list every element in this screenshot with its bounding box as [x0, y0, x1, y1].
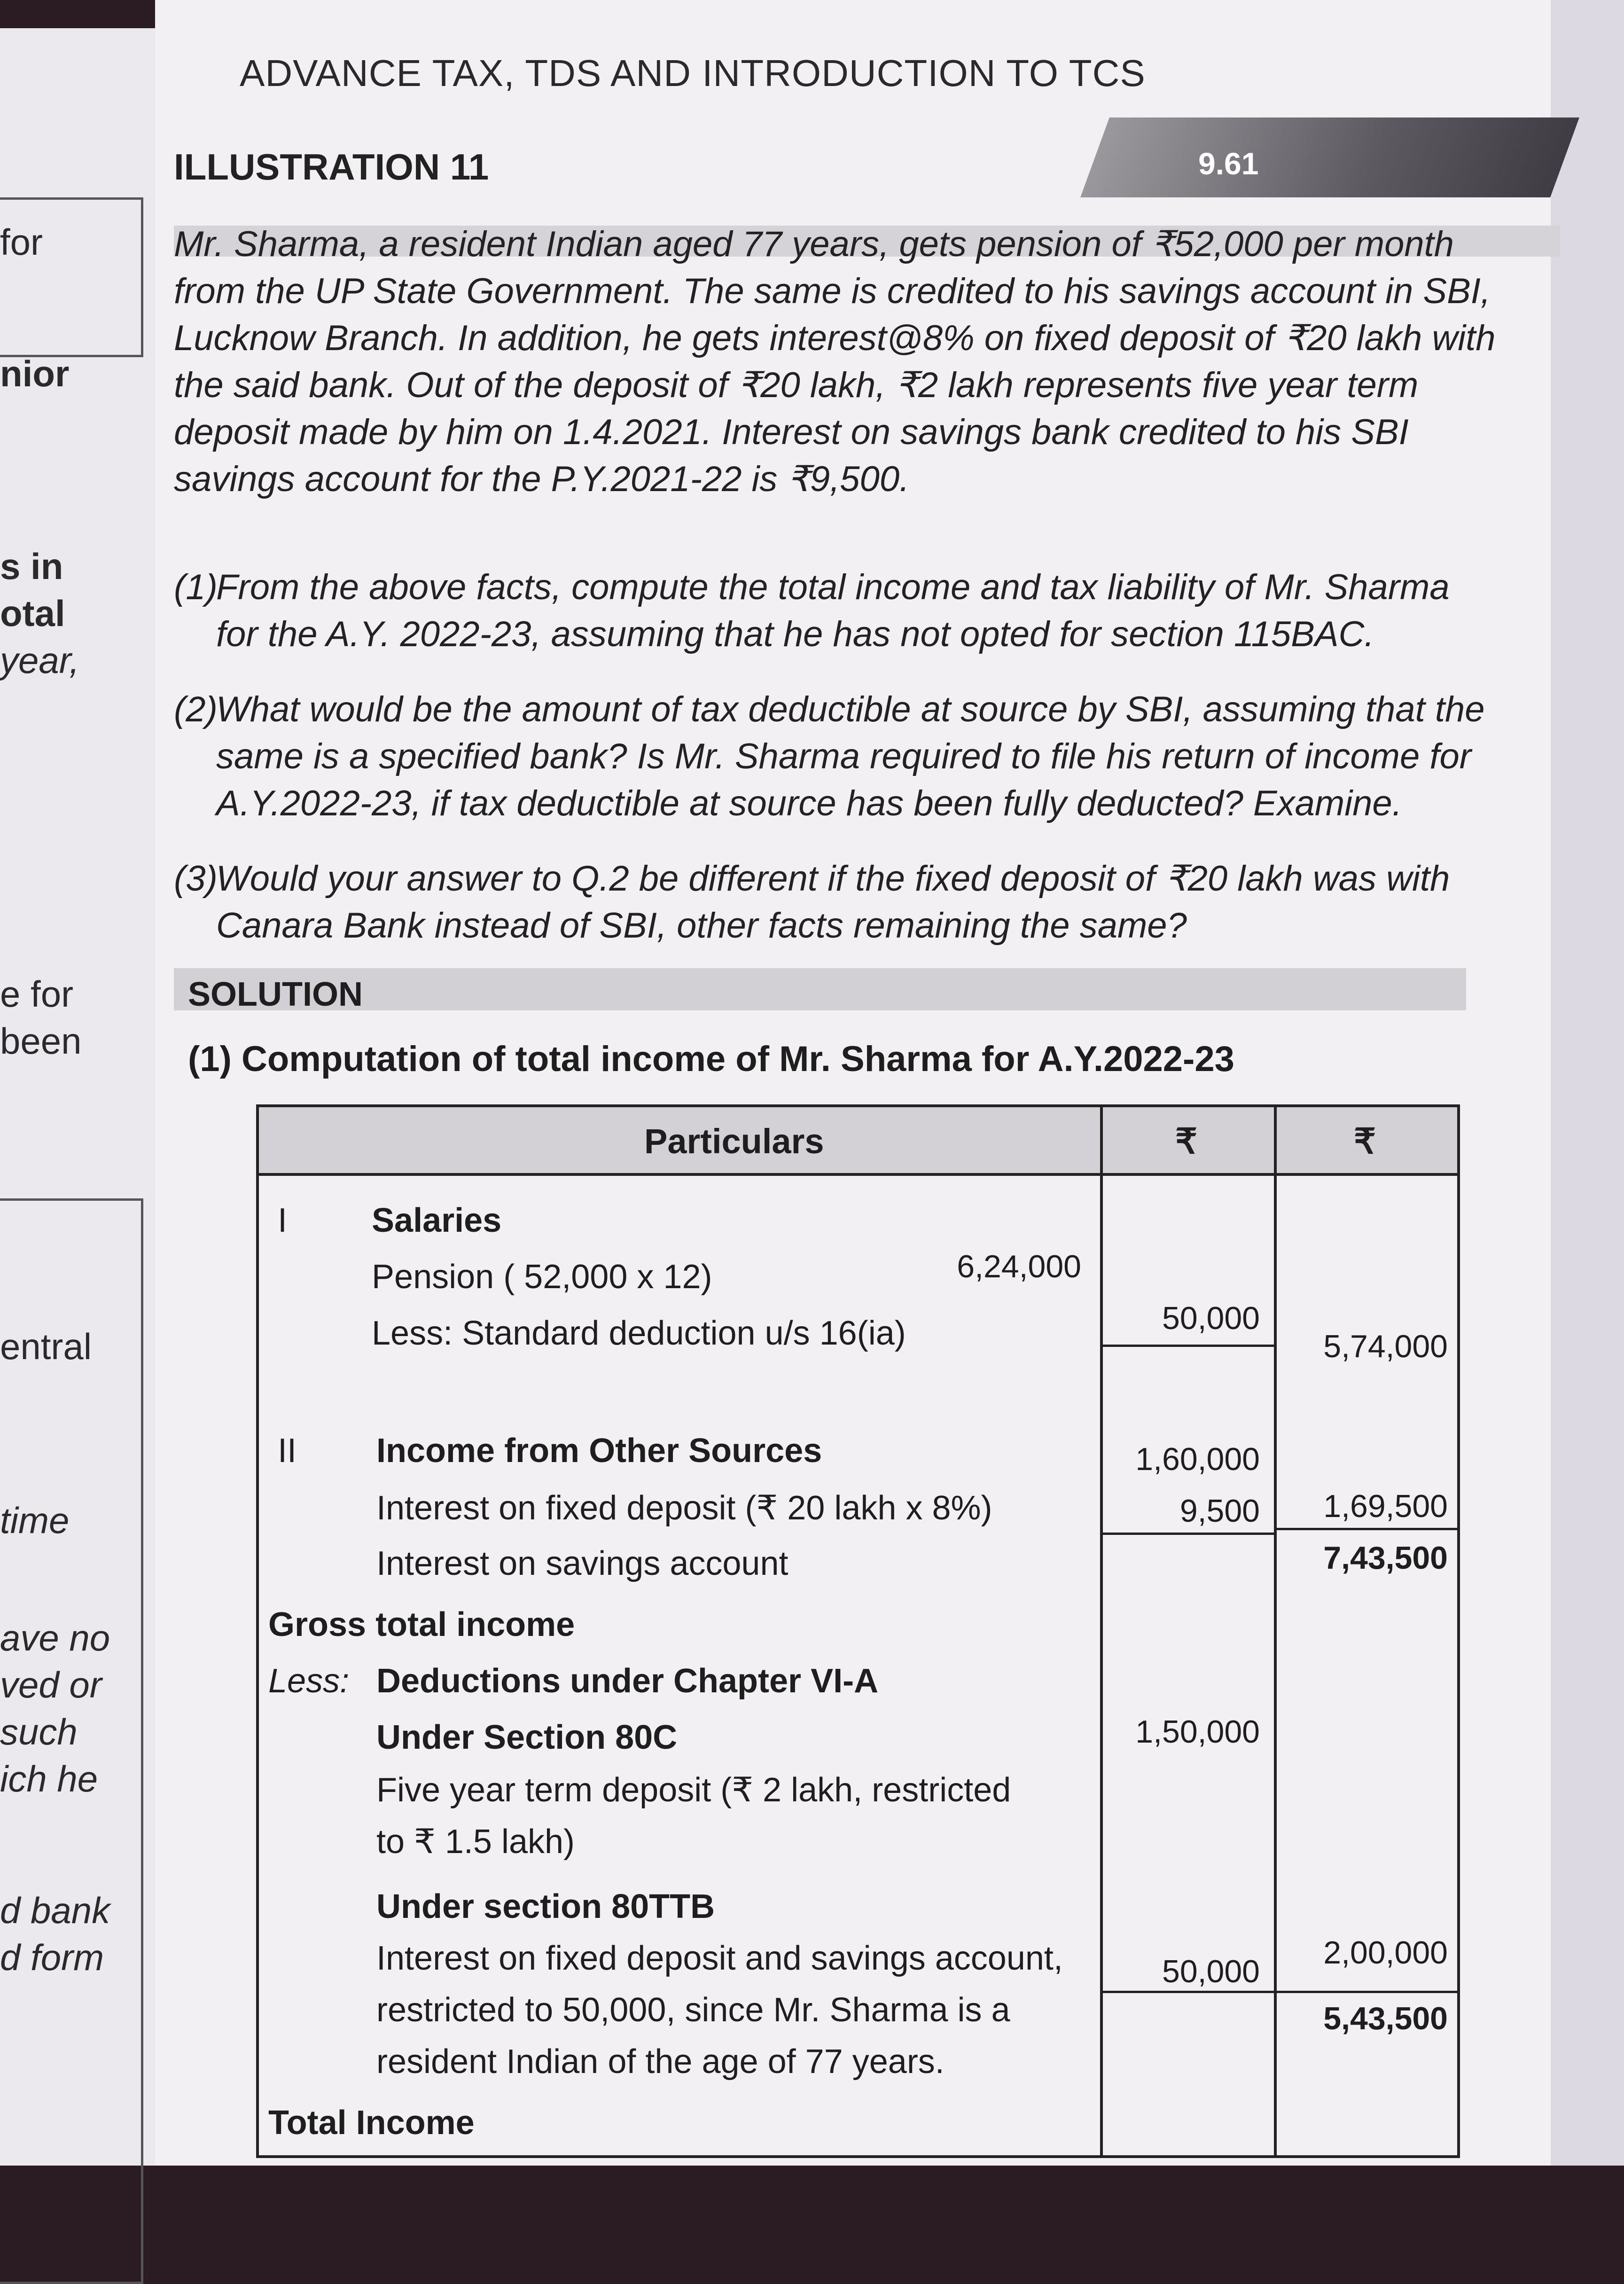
header-amount-1: ₹	[1175, 1122, 1198, 1161]
deductions-total: 2,00,000	[1323, 1935, 1448, 1971]
sec80ttb-text: Interest on fixed deposit and savings account,	[376, 1940, 1063, 1977]
deductions-title: Deductions under Chapter VI-A	[376, 1662, 879, 1700]
left-page-fragment	[0, 28, 158, 2166]
solution-label: SOLUTION	[188, 976, 363, 1013]
fd-interest-value: 1,60,000	[1135, 1441, 1260, 1477]
sec80ttb-text: resident Indian of the age of 77 years.	[376, 2043, 945, 2081]
roman-numeral: II	[278, 1432, 297, 1470]
computation-table	[256, 1104, 1460, 2158]
subtotal-rule	[1100, 1533, 1274, 1535]
sb-interest-value: 9,500	[1179, 1493, 1260, 1529]
sb-interest-label: Interest on savings account	[376, 1545, 789, 1582]
table-header-row	[259, 1107, 1457, 1176]
computation-heading: (1) Computation of total income of Mr. Sharma for A.Y.2022-23	[188, 1039, 1234, 1079]
left-page-text: nior	[0, 353, 70, 394]
question-text: From the above facts, compute the total income and tax liability of Mr. Sharma for the A.Y. 2022-23, assuming that he has not opted for section 115BAC.	[216, 567, 1450, 654]
sec80ttb-text: restricted to 50,000, since Mr. Sharma is a	[376, 1991, 1010, 2029]
left-page-text: otal	[0, 593, 65, 634]
fd-interest-label: Interest on fixed deposit (₹ 20 lakh x 8%)	[376, 1489, 992, 1527]
other-sources-total: 1,69,500	[1323, 1488, 1448, 1524]
running-header: ADVANCE TAX, TDS AND INTRODUCTION TO TCS	[240, 52, 1146, 94]
left-page-text: e for	[0, 973, 74, 1015]
left-page-text: s in	[0, 546, 63, 587]
total-income-label: Total Income	[268, 2104, 475, 2142]
question-number: (3)	[174, 859, 218, 899]
sec80c-title: Under Section 80C	[376, 1719, 678, 1756]
question-2	[174, 686, 1518, 827]
question-text: Would your answer to Q.2 be different if the fixed deposit of ₹20 lakh was with Canara Bank instead of SBI, other facts remaining the same?	[216, 859, 1450, 946]
salaries-title: Salaries	[372, 1202, 502, 1239]
left-page-text: ich he	[0, 1758, 98, 1799]
sec80ttb-value: 50,000	[1162, 1954, 1260, 1989]
book-page	[155, 0, 1551, 2166]
standard-deduction-label: Less: Standard deduction u/s 16(ia)	[372, 1314, 906, 1352]
subtotal-rule	[1274, 1528, 1457, 1530]
sec80c-value: 1,50,000	[1135, 1714, 1260, 1750]
left-page-text: for	[0, 221, 43, 263]
less-label: Less:	[268, 1662, 350, 1700]
solution-bar	[174, 968, 1466, 1010]
left-page-text: been	[0, 1020, 82, 1062]
sec80c-text: Five year term deposit (₹ 2 lakh, restricted	[376, 1771, 1011, 1809]
standard-deduction-value: 50,000	[1162, 1300, 1260, 1336]
roman-numeral: I	[278, 1202, 288, 1239]
left-page-text: entral	[0, 1326, 92, 1367]
left-page-text: ave no	[0, 1617, 110, 1658]
column-divider	[1100, 1107, 1103, 2155]
question-number: (2)	[174, 689, 218, 729]
page-number-band	[1080, 117, 1579, 197]
left-page-text: d bank	[0, 1890, 110, 1931]
other-sources-title: Income from Other Sources	[376, 1432, 822, 1470]
left-page-text: such	[0, 1711, 78, 1752]
subtotal-rule	[1100, 1991, 1457, 1993]
question-3	[174, 855, 1518, 949]
gross-total-label: Gross total income	[268, 1606, 575, 1643]
pension-value: 6,24,000	[957, 1249, 1081, 1284]
pension-label: Pension ( 52,000 x 12)	[372, 1258, 712, 1296]
left-page-text: time	[0, 1500, 70, 1541]
question-number: (1)	[174, 567, 218, 607]
sec80c-text: to ₹ 1.5 lakh)	[376, 1823, 575, 1861]
total-income-value: 5,43,500	[1323, 2001, 1448, 2036]
left-page-text: year,	[0, 640, 80, 681]
illustration-paragraph: Mr. Sharma, a resident Indian aged 77 years, gets pension of ₹52,000 per month from the UP State Government. The same is credited to his savings account in SBI, Lucknow Branch. In addition, he gets interest@8% on fixed deposit of ₹20 lakh with the said bank. Out of the deposit of ₹20 lakh, ₹2 lakh represents five year term deposit made by him on 1.4.2021. Interest on savings bank credited to his SBI savings account for the P.Y.2021-22 is ₹9,500.	[174, 224, 1496, 499]
column-divider	[1274, 1107, 1277, 2155]
sec80ttb-title: Under section 80TTB	[376, 1888, 715, 1925]
page-edge	[1551, 0, 1624, 2166]
subtotal-rule	[1100, 1345, 1274, 1347]
question-1	[174, 564, 1518, 658]
salaries-net: 5,74,000	[1323, 1329, 1448, 1364]
header-amount-2: ₹	[1354, 1122, 1376, 1161]
question-text: What would be the amount of tax deductible at source by SBI, assuming that the same is a specified bank? Is Mr. Sharma required to file his return of income for A.Y.2022-23, if tax deductible at source has been fully deducted? Examine.	[216, 689, 1485, 823]
left-page-text: d form	[0, 1937, 104, 1978]
gross-total-value: 7,43,500	[1323, 1540, 1448, 1576]
illustration-title: ILLUSTRATION 11	[174, 146, 489, 188]
page-number: 9.61	[1198, 146, 1259, 181]
header-particulars: Particulars	[644, 1122, 824, 1161]
left-page-text: ved or	[0, 1664, 102, 1705]
